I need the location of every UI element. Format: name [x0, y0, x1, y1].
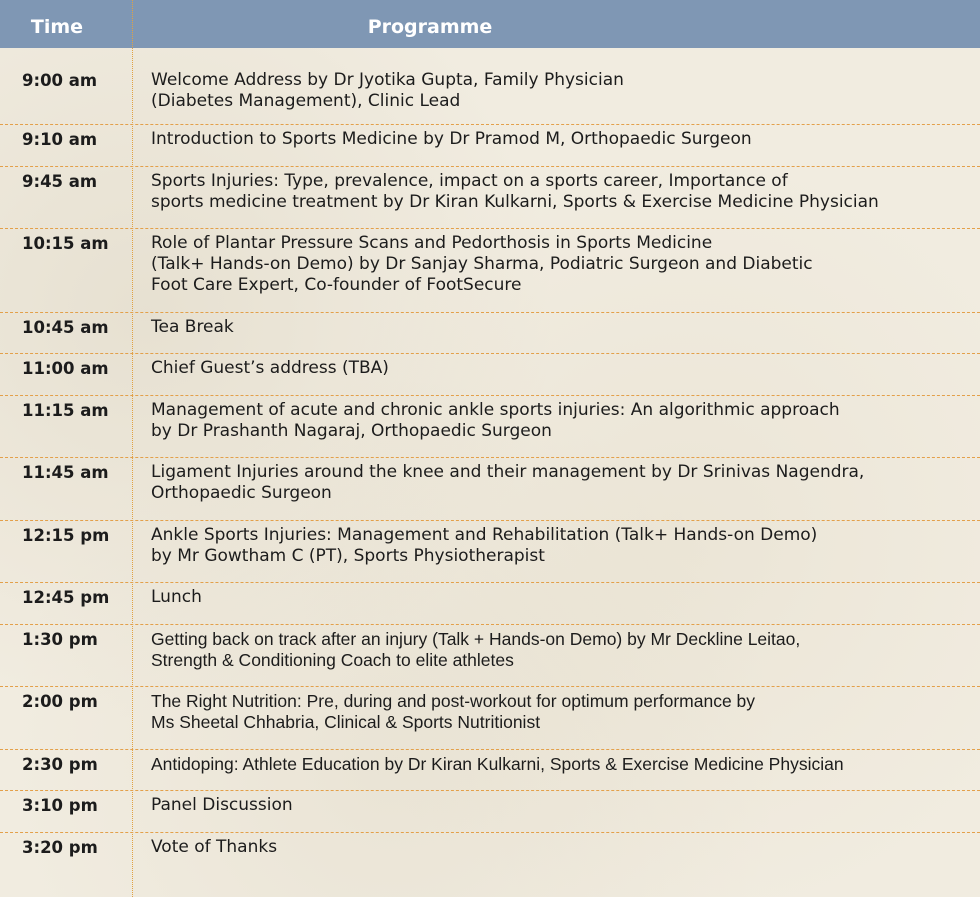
row-time: 10:15 am: [22, 234, 109, 253]
row-programme: Vote of Thanks: [151, 836, 278, 857]
row-programme: Chief Guest’s address (TBA): [151, 358, 389, 378]
row-time: 9:00 am: [22, 71, 98, 90]
row-programme: The Right Nutrition: Pre, during and post-workout for optimum performance by Ms Sheetal Chhabria, Clinical & Sports Nutritionist: [151, 691, 756, 732]
table-row: [0, 313, 980, 355]
table-row: [0, 458, 980, 521]
row-time: 3:10 pm: [22, 796, 98, 815]
table-row: [0, 396, 980, 459]
row-programme: Ankle Sports Injuries: Management and Rehabilitation (Talk+ Hands-on Demo) by Mr Gowtham C (PT), Sports Physiotherapist: [151, 524, 818, 566]
row-time: 9:10 am: [22, 130, 98, 149]
table-row: [0, 125, 980, 167]
row-programme: Lunch: [151, 587, 202, 607]
row-time: 12:15 pm: [22, 525, 110, 545]
row-time: 10:45 am: [22, 317, 109, 337]
row-programme: Sports Injuries: Type, prevalence, impact on a sports career, Importance of sports medicine treatment by Dr Kiran Kulkarni, Sports & Exercise Medicine Physician: [151, 170, 879, 212]
row-programme: Panel Discussion: [151, 795, 293, 815]
table-row: [0, 583, 980, 625]
row-time: 2:00 pm: [22, 692, 98, 711]
row-programme: Getting back on track after an injury (Talk + Hands-on Demo) by Mr Deckline Leitao, Strength & Conditioning Coach to elite athletes: [151, 628, 801, 670]
row-time: 12:45 pm: [22, 588, 110, 607]
row-time: 9:45 am: [22, 171, 98, 191]
table-row: [0, 521, 980, 584]
table-row: [0, 791, 980, 833]
table-row: [0, 167, 980, 230]
table-header: [0, 0, 980, 48]
row-programme: Ligament Injuries around the knee and their management by Dr Srinivas Nagendra, Orthopaedic Surgeon: [151, 462, 865, 503]
row-time: 1:30 pm: [22, 629, 98, 649]
schedule-table: [0, 66, 980, 874]
table-row: [0, 354, 980, 396]
row-time: 11:45 am: [22, 463, 109, 482]
table-row: [0, 750, 980, 792]
row-programme: Introduction to Sports Medicine by Dr Pramod M, Orthopaedic Surgeon: [151, 129, 752, 149]
row-time: 11:00 am: [22, 359, 109, 378]
programme-column-header: Programme: [367, 16, 493, 38]
time-column-header: Time: [30, 16, 84, 38]
row-time: 11:15 am: [22, 400, 109, 420]
table-row: [0, 229, 980, 313]
row-programme: Management of acute and chronic ankle sports injuries: An algorithmic approach by Dr Prashanth Nagaraj, Orthopaedic Surgeon: [151, 399, 840, 441]
table-row: [0, 687, 980, 750]
row-programme: Tea Break: [151, 316, 234, 337]
row-time: 2:30 pm: [22, 754, 98, 774]
row-programme: Antidoping: Athlete Education by Dr Kiran Kulkarni, Sports & Exercise Medicine Physician: [151, 753, 844, 774]
row-programme: Role of Plantar Pressure Scans and Pedorthosis in Sports Medicine (Talk+ Hands-on Demo) by Dr Sanjay Sharma, Podiatric Surgeon and Diabetic Foot Care Expert, Co-founder of FootSecure: [151, 233, 813, 295]
row-programme: Welcome Address by Dr Jyotika Gupta, Family Physician (Diabetes Management), Clinic Lead: [151, 70, 624, 111]
row-time: 3:20 pm: [22, 837, 98, 857]
table-row: [0, 66, 980, 125]
table-row: [0, 625, 980, 688]
table-row: [0, 833, 980, 875]
